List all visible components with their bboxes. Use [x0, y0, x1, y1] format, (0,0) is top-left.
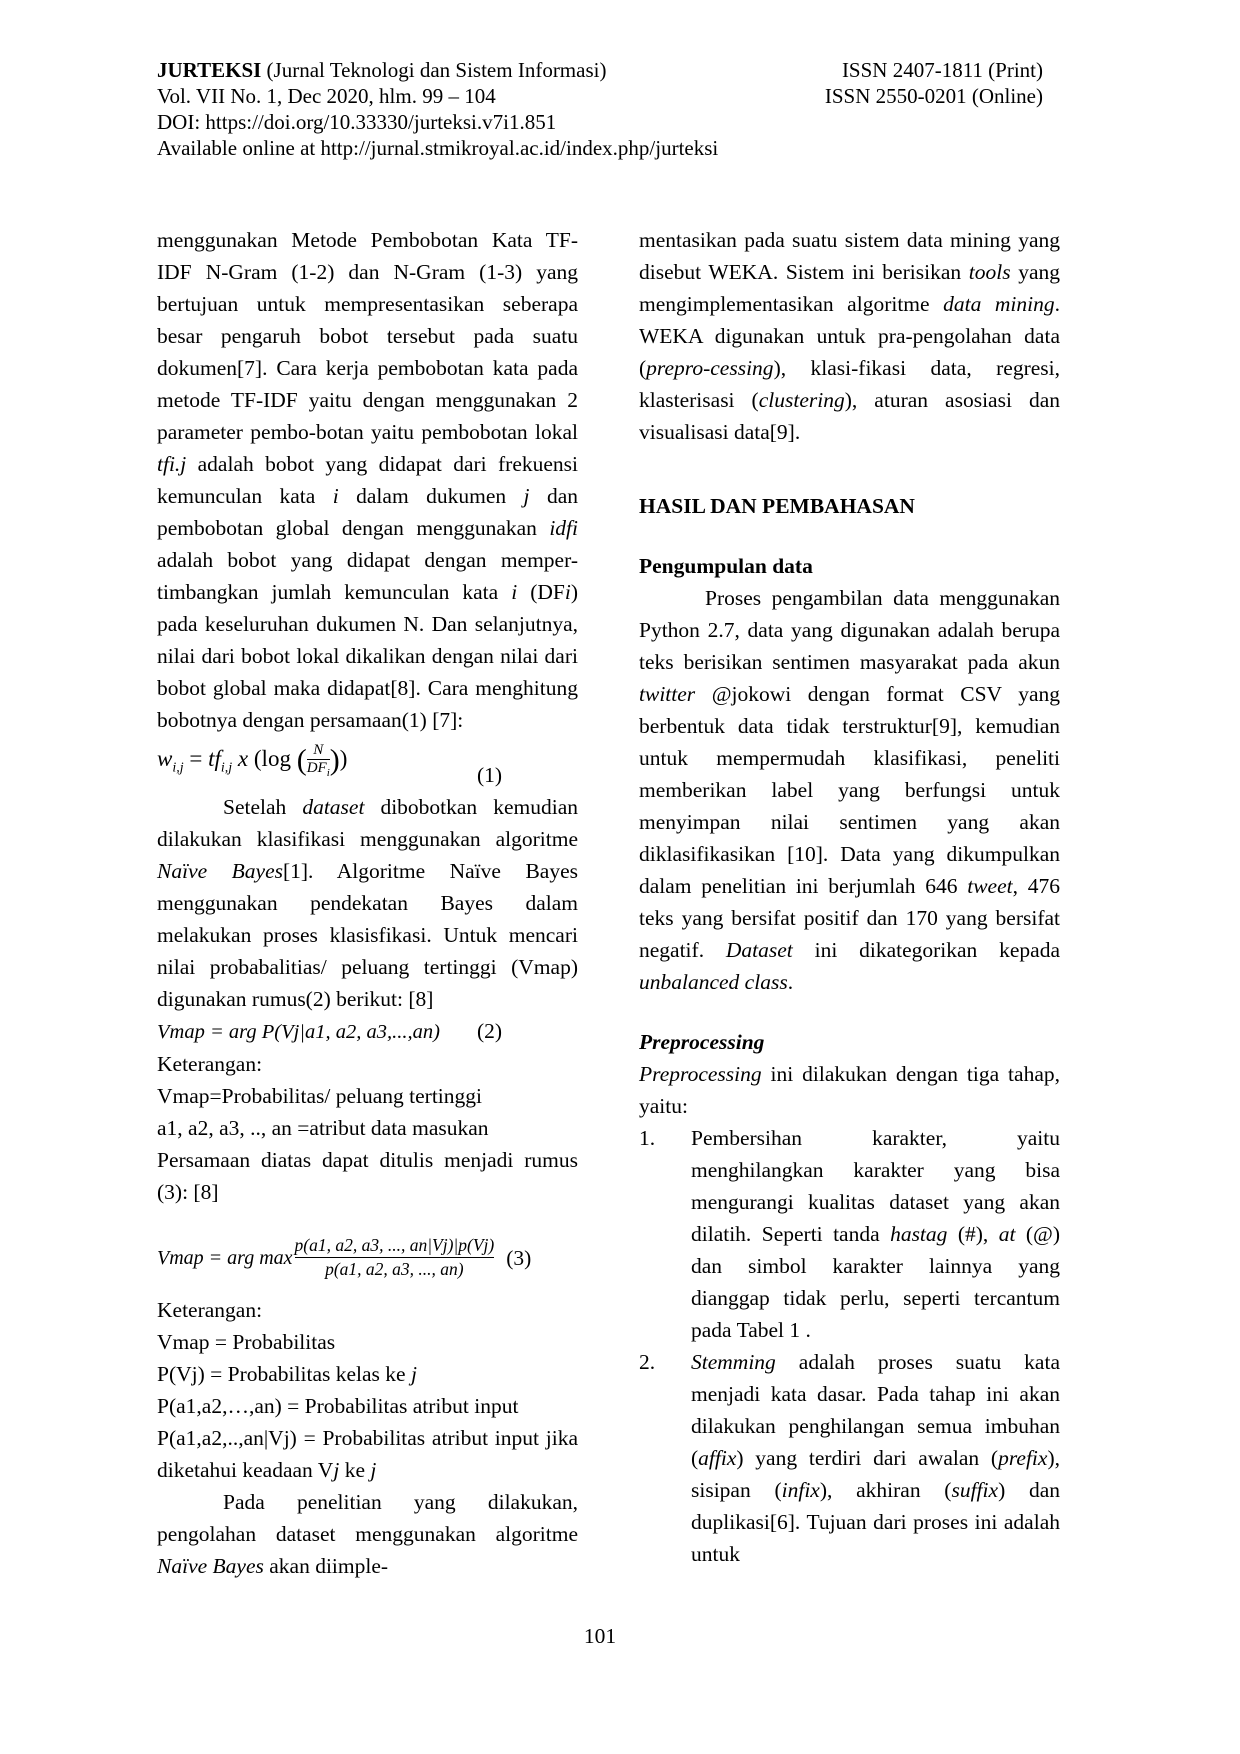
journal-title [157, 57, 606, 83]
text-run: menggunakan Metode Pembobotan Kata TF-IDF N-Gram (1-2) dan N-Gram (1-3) yang bertujuan untuk mempresentasikan seberapa besar pengaruh bobot tersebut pada suatu dokumen[7]. Cara kerja pembobotan kata pada metode TF-IDF yaitu dengan menggunakan 2 parameter pembo-botan yaitu pembobotan lokal [157, 228, 578, 444]
subsection-heading-preprocessing: Preprocessing [639, 1030, 765, 1054]
text-run: hastag [890, 1222, 948, 1246]
text-run: tools [968, 260, 1011, 284]
right-column [639, 224, 1060, 1582]
availability-url: Available online at http://jurnal.stmikroyal.ac.id/index.php/jurteksi [157, 136, 719, 160]
open-paren: ( [296, 743, 307, 777]
text-run: ), klasi-fikasi data, regresi, klasterisasi ( [639, 356, 1060, 412]
text-run: ), akhiran ( [819, 1478, 952, 1502]
equals-sign: = [183, 746, 209, 772]
text-run: suffix [951, 1478, 999, 1502]
text-run: Pada penelitian yang dilakukan, pengolahan dataset menggunakan algoritme [157, 1490, 578, 1547]
multiply-sign: x [232, 746, 254, 772]
text-run: ini dikategorikan kepada [792, 938, 1060, 962]
text-run: (Jurnal Teknologi dan Sistem Informasi) [261, 58, 607, 82]
issn-online: ISSN 2550-0201 (Online) [824, 84, 1043, 108]
formula-3-lhs: Vmap = arg max [157, 1246, 293, 1269]
text-run: P(Vj) = Probabilitas kelas ke [157, 1362, 411, 1387]
text-run: twitter [639, 682, 696, 706]
text-run: (@) dan simbol karakter lainnya yang dianggap tidak perlu, seperti tercantum pada Tabel 1 . [691, 1222, 1060, 1342]
text-run: tweet [967, 874, 1013, 898]
text-run: i [332, 484, 339, 508]
equation-number: (1) [477, 762, 503, 787]
text-run: yang mengimplementasikan algoritme [639, 260, 1060, 316]
formula-2-body: Vmap = arg P(Vj|a1, a2, a3,...,an) [157, 1020, 440, 1043]
formula-term: DF [306, 760, 327, 777]
text-run: Naïve Bayes [157, 858, 283, 883]
formula-term: N [313, 742, 324, 758]
text-run: j [370, 1458, 377, 1483]
text-run: adalah bobot yang didapat dari frekuensi kemunculan kata [157, 452, 578, 508]
formula-1-body [157, 742, 348, 780]
paragraph [157, 1486, 578, 1582]
text-run: (DF [517, 580, 565, 604]
text-run: i [511, 580, 518, 604]
keterangan-line: P(a1,a2,…,an) = Probabilitas atribut input [157, 1394, 519, 1419]
text-run: Proses pengambilan data menggunakan Python 2.7, data yang digunakan adalah berupa teks berisikan sentimen masyarakat pada akun [639, 586, 1060, 674]
section-heading: HASIL DAN PEMBAHASAN [639, 494, 915, 518]
text-run: dibobotkan kemudian dilakukan klasifikasi menggunakan algoritme [157, 794, 578, 851]
text-run: unbalanced class [639, 970, 788, 994]
text-run: at [998, 1222, 1016, 1246]
text-run: ini dilakukan dengan tiga tahap, yaitu: [639, 1062, 1060, 1118]
text-run: clustering [758, 388, 845, 412]
text-run: dan pembobotan global dengan menggunakan [157, 484, 578, 540]
text-run: Stemming [691, 1350, 776, 1374]
formula-subscript: i [326, 767, 330, 780]
fraction-denominator [307, 759, 330, 780]
text-run: Naïve Bayes [157, 1554, 264, 1579]
text-run: data mining [943, 292, 1055, 316]
equation-number: (2) [477, 1018, 503, 1043]
text-run: , 476 teks yang bersifat positif dan 170 yang bersifat negatif. [639, 874, 1060, 962]
formula-1 [157, 742, 578, 785]
formula-subscript: i,j [220, 760, 233, 776]
issn-print: ISSN 2407-1811 (Print) [841, 58, 1043, 82]
keterangan-line [157, 1358, 578, 1390]
log-open: (log [253, 746, 297, 772]
text-run: adalah bobot yang didapat dengan memper-timbangkan jumlah kemunculan kata [157, 548, 578, 604]
text-run: j [523, 484, 530, 508]
text-run: affix [698, 1446, 737, 1470]
text-run: tfi.j [157, 452, 187, 476]
text-run: j [410, 1362, 417, 1387]
list-item [639, 1122, 1060, 1346]
close-paren: ) [339, 746, 348, 772]
list-item-number: 1. [639, 1126, 656, 1150]
formula-3 [157, 1234, 578, 1282]
text-run: mentasikan pada suatu sistem data mining yang disebut WEKA. Sistem ini berisikan [639, 228, 1060, 284]
paragraph [639, 582, 1060, 998]
list-item-number: 2. [639, 1350, 656, 1374]
text-run: i [564, 580, 571, 604]
text-run: dalam dukumen [338, 484, 524, 508]
text-run: prefix [998, 1446, 1048, 1470]
header-line-2 [157, 83, 1043, 109]
preprocessing-steps-list [639, 1122, 1060, 1570]
text-run: P(a1,a2,..,an|Vj) = Probabilitas atribut input jika diketahui keadaan V [157, 1426, 578, 1483]
text-run: ) dan duplikasi[6]. Tujuan dari proses ini adalah untuk [691, 1478, 1060, 1566]
text-run: JURTEKSI [157, 58, 262, 82]
text-run: infix [781, 1478, 820, 1502]
formula-term: tf [208, 746, 221, 772]
text-run: ) pada keseluruhan dukumen N. Dan selanjutnya, nilai dari bobot lokal dikalikan dengan nilai dari bobot global maka didapat[8]. Cara menghitung bobotnya dengan persamaan(1) [7]: [157, 580, 578, 732]
keterangan-title: Keterangan: [157, 1298, 263, 1323]
text-run: j [333, 1458, 340, 1483]
paragraph [157, 791, 578, 1015]
keterangan-line [157, 1422, 578, 1486]
formula-subscript: i,j [172, 760, 184, 776]
text-run: idfi [549, 516, 578, 540]
subsection-heading-pengumpulan-data: Pengumpulan data [639, 554, 813, 578]
fraction-numerator [307, 742, 330, 759]
doi-text: DOI: https://doi.org/10.33330/jurteksi.v7i1.851 [157, 110, 557, 134]
text-run: adalah proses suatu kata menjadi kata dasar. Pada tahap ini akan dilakukan penghilangan semua imbuhan ( [691, 1350, 1060, 1470]
volume-info: Vol. VII No. 1, Dec 2020, hlm. 99 – 104 [157, 84, 496, 108]
fraction [307, 742, 330, 780]
list-item-text [691, 1122, 1060, 1346]
paragraph [639, 224, 1060, 448]
text-run: ), aturan asosiasi dan visualisasi data[9]. [639, 388, 1060, 444]
formula-term: w [157, 746, 173, 772]
header-line-4 [157, 135, 1043, 161]
text-run: ke [339, 1458, 371, 1483]
text-run: Setelah [223, 794, 303, 819]
fraction [295, 1234, 495, 1282]
list-item-text [691, 1346, 1060, 1570]
text-run: @jokowi dengan format CSV yang berbentuk data tidak terstruktur[9], kemudian untuk mempermudah klasifikasi, peneliti memberikan label yang berfungsi untuk menyimpan nilai sentimen yang akan diklasifikasikan [10]. Data yang dikumpulkan dalam penelitian ini berjumlah 646 [639, 682, 1060, 898]
page-footer [157, 1624, 1043, 1649]
formula-2 [157, 1015, 578, 1048]
text-run: . [787, 970, 794, 994]
keterangan-line: a1, a2, a3, .., an =atribut data masukan [157, 1115, 489, 1140]
fraction-denominator: p(a1, a2, a3, ..., an) [295, 1257, 495, 1282]
text-run: Preprocessing [639, 1062, 762, 1086]
text-run: Dataset [725, 938, 793, 962]
keterangan-line: Vmap = Probabilitas [157, 1330, 336, 1355]
list-item [639, 1346, 1060, 1570]
journal-header [157, 57, 1043, 161]
keterangan-title: Keterangan: [157, 1051, 263, 1076]
text-run: . WEKA digunakan untuk pra-pengolahan data ( [639, 292, 1060, 380]
text-run: prepro-cessing [646, 356, 774, 380]
left-column [157, 224, 578, 1582]
paragraph [639, 1058, 1060, 1122]
text-run: Pembersihan karakter, yaitu menghilangkan karakter yang bisa mengurangi kualitas dataset yang akan dilatih. Seperti tanda [691, 1126, 1060, 1246]
keterangan-line: Vmap=Probabilitas/ peluang tertinggi [157, 1083, 483, 1108]
text-run: akan diimple- [263, 1554, 389, 1579]
text-run: (#), [947, 1222, 999, 1246]
fraction-numerator: p(a1, a2, a3, ..., an|Vj)|p(Vj) [294, 1234, 495, 1255]
header-line-3 [157, 109, 1043, 135]
text-run: [1]. Algoritme Naïve Bayes menggunakan pendekatan Bayes dalam melakukan proses klasisfikasi. Untuk mencari nilai probabalitias/ peluang tertinggi (Vmap) digunakan rumus(2) berikut: [8] [157, 858, 578, 1011]
equation-number: (3) [506, 1245, 532, 1270]
text-run: ) yang terdiri dari awalan ( [736, 1446, 999, 1470]
paragraph [157, 224, 578, 736]
header-line-1 [157, 57, 1043, 83]
close-paren: ) [329, 743, 340, 777]
paragraph: Persamaan diatas dapat ditulis menjadi rumus (3): [8] [157, 1147, 578, 1204]
page-number: 101 [583, 1624, 617, 1648]
body-columns [157, 224, 1060, 1582]
text-run: ), sisipan ( [691, 1446, 1060, 1502]
text-run: dataset [302, 794, 365, 819]
